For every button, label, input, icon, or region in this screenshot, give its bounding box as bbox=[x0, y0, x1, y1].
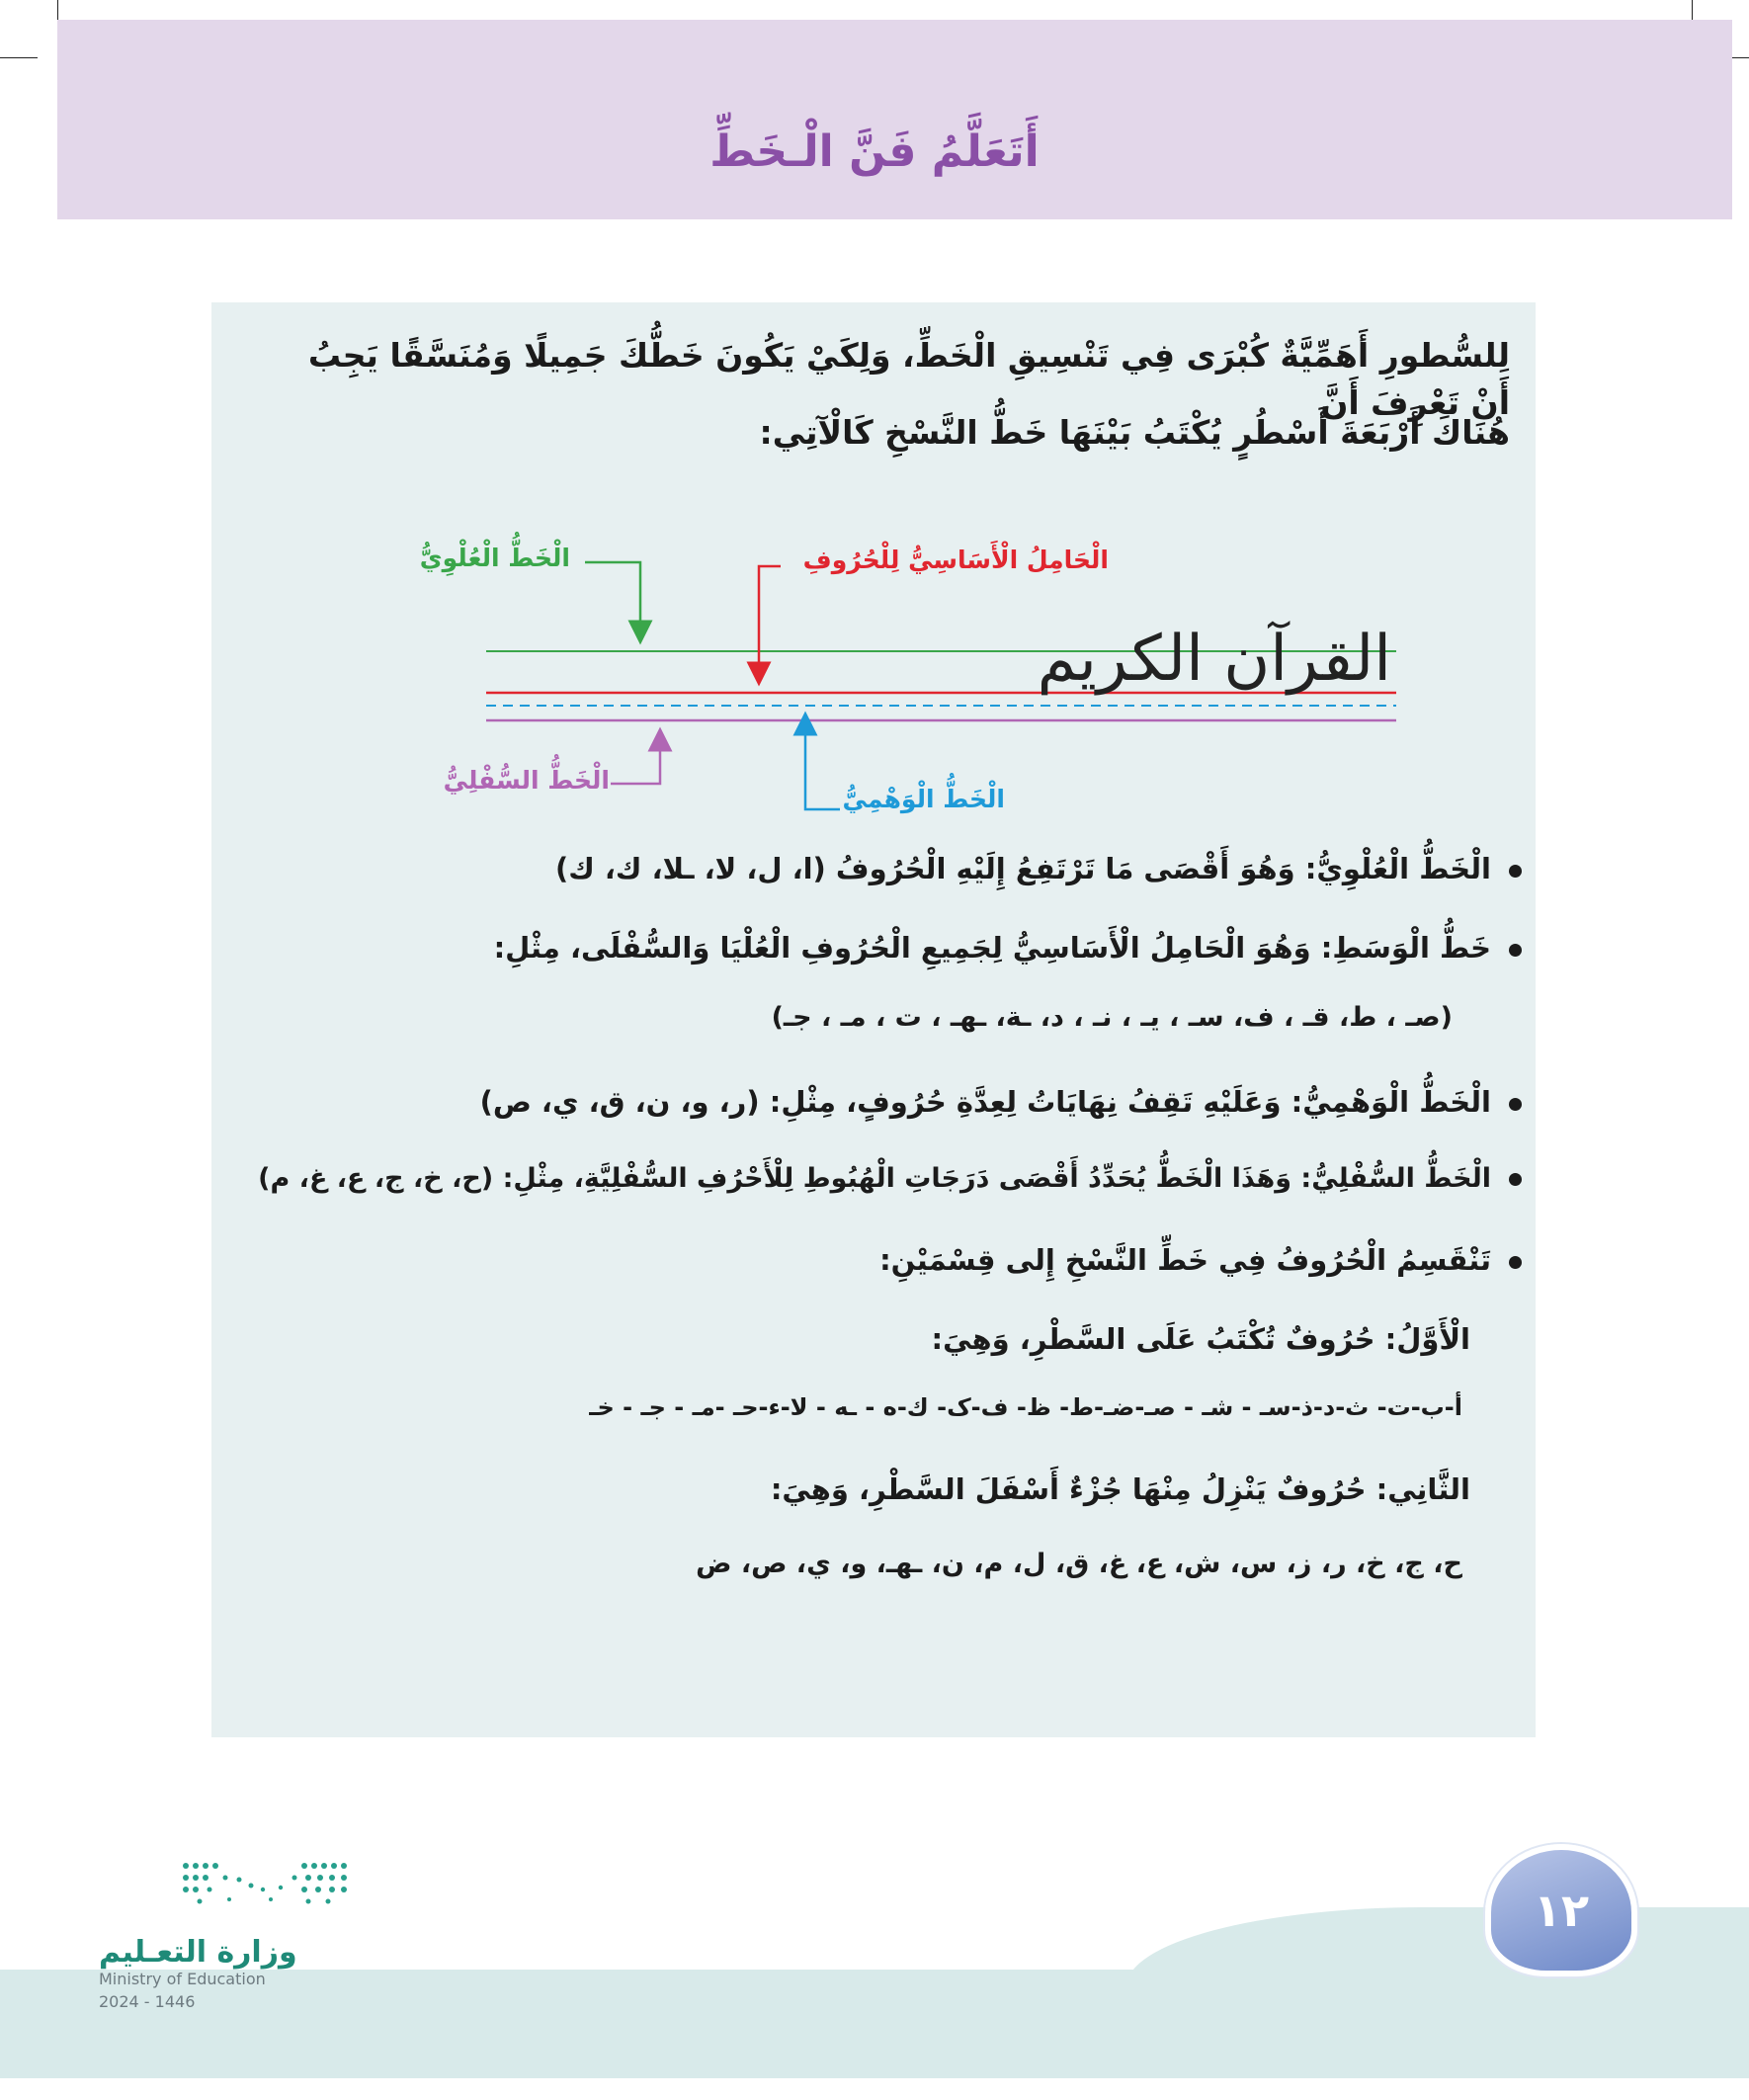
ministry-year: 2024 - 1446 bbox=[99, 1992, 196, 2011]
lower-arrow bbox=[611, 739, 660, 784]
label-upper-line: الْخَطُّ الْعُلْوِيُّ bbox=[419, 544, 570, 572]
bullet-dot bbox=[1509, 1173, 1522, 1186]
baseline-arrow bbox=[759, 566, 781, 674]
page-number: ١٢ bbox=[1533, 1884, 1590, 1937]
label-lower-line: الْخَطُّ السُّفْلِيُّ bbox=[443, 766, 610, 795]
first-group-letters: أ-ب-ت- ث-د-ذ-سـ - شـ - صـ-ضـ-ط- ظ- ف-ک- ك-ه - ـه - لا-ء-حـ -مـ - جـ - خـ bbox=[589, 1393, 1462, 1421]
sample-calligraphy: القرآن الكريم bbox=[1037, 623, 1391, 696]
bullet-text: خَطُّ الْوَسَطِ: وَهُوَ الْحَامِلُ الْأَسَاسِيُّ لِجَمِيعِ الْحُرُوفِ الْعُلْيَا وَالسُّفْلَى، مِثْلِ: bbox=[493, 931, 1491, 965]
bullet-dot bbox=[1509, 1256, 1522, 1269]
second-group-letters: ح، ج، خ، ر، ز، س، ش، ع، غ، ق، ل، م، ن، ـهـ، و، ي، ص، ض bbox=[696, 1549, 1462, 1579]
ministry-name-en: Ministry of Education bbox=[99, 1970, 266, 1988]
writing-lines-diagram bbox=[0, 0, 1749, 889]
imaginary-arrow bbox=[805, 723, 840, 809]
bullet-text: الْخَطُّ الْوَهْمِيُّ: وَعَلَيْهِ تَقِفُ نِهَايَاتُ لِعِدَّةِ حُرُوفٍ، مِثْلِ: (ر، و، ن، ق، ي، ص) bbox=[479, 1085, 1491, 1119]
page-title: أَتَعَلَّمُ فَنَّ الْـخَطِّ bbox=[709, 126, 1040, 177]
first-group-title: الْأَوَّلُ: حُرُوفٌ تُكْتَبُ عَلَى السَّطْرِ، وَهِيَ: bbox=[931, 1322, 1470, 1356]
bullet-middle bbox=[277, 931, 1522, 965]
bullet-imaginary bbox=[277, 1085, 1522, 1119]
intro-line-2: هُنَاكَ أَرْبَعَةَ أَسْطُرٍ يُكْتَبُ بَيْنَهَا خَطُّ النَّسْخِ كَالْآتِي: bbox=[759, 413, 1510, 452]
bullet-text: تَنْقَسِمُ الْحُرُوفُ فِي خَطِّ النَّسْخِ إِلى قِسْمَيْنِ: bbox=[879, 1243, 1491, 1277]
bullet-dot bbox=[1509, 1098, 1522, 1111]
intro-line-1: لِلسُّطورِ أَهَمِّيَّةٌ كُبْرَى فِي تَنْسِيقِ الْخَطِّ، وَلِكَيْ يَكُونَ خَطُّكَ جَمِيلًا وَمُنَسَّقًا يَجِبُ أَنْ تَعْرِفَ أَنَّ bbox=[307, 336, 1510, 422]
bullet-text: الْخَطُّ السُّفْلِيُّ: وَهَذَا الْخَطُّ يُحَدِّدُ أَقْصَى دَرَجَاتِ الْهُبُوطِ لِلْأَحْرُفِ السُّفْلِيَّةِ، مِثْلِ: (ح، خ، ج، ع، غ، م) bbox=[258, 1163, 1491, 1194]
bullet-dot bbox=[1509, 944, 1522, 957]
ministry-logo-icon bbox=[180, 1860, 354, 1907]
upper-arrow bbox=[585, 562, 640, 632]
bullet-upper bbox=[277, 852, 1522, 885]
page-number-badge bbox=[1485, 1844, 1637, 1976]
second-group-title: الثَّانِي: حُرُوفٌ يَنْزِلُ مِنْهَا جُزْءٌ أَسْفَلَ السَّطْرِ، وَهِيَ: bbox=[770, 1472, 1470, 1506]
bullet-lower bbox=[258, 1163, 1522, 1194]
label-imaginary-line: الْخَطُّ الْوَهْمِيُّ bbox=[842, 785, 1005, 813]
bullet-dot bbox=[1509, 865, 1522, 878]
middle-examples: (صـ ، ط، قـ ، ف، سـ ، يـ ، نـ ، د، ـة، ـهـ ، ت ، مـ ، جـ) bbox=[771, 1002, 1453, 1033]
bullet-division bbox=[277, 1243, 1522, 1277]
ministry-name-ar: وزارة التعـليم bbox=[99, 1935, 297, 1970]
bullet-text: الْخَطُّ الْعُلْوِيُّ: وَهُوَ أَقْصَى مَا تَرْتَفِعُ إِلَيْهِ الْحُرُوفُ (ا، ل، لا، ـلا، ك، ك) bbox=[554, 852, 1491, 885]
label-baseline: الْحَامِلُ الْأَسَاسِيُّ لِلْحُرُوفِ bbox=[802, 546, 1109, 574]
